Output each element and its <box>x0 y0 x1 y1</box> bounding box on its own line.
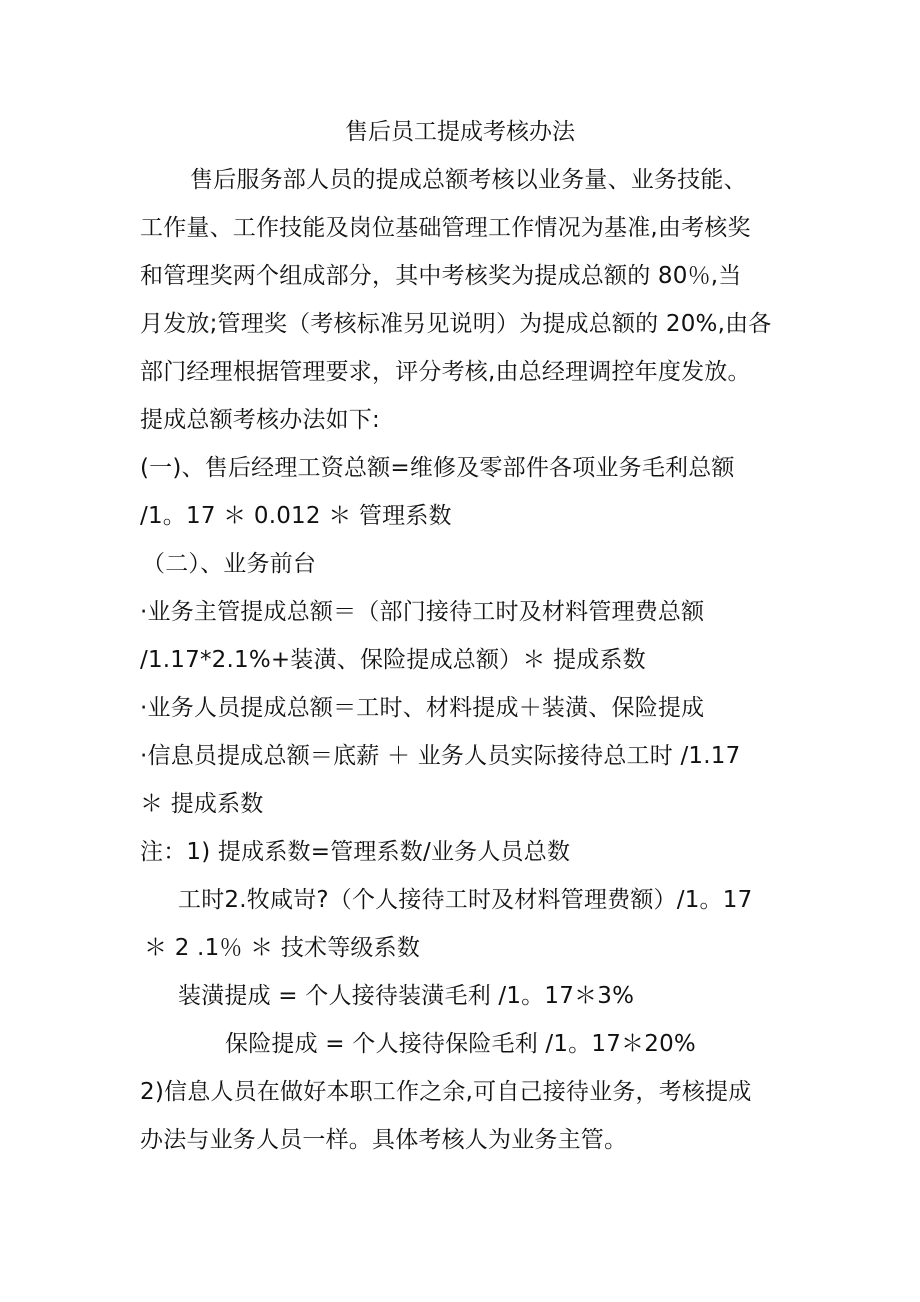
body-line-4: 月发放;管理奖（考核标准另见说明）为提成总额的 20%,由各 <box>140 311 772 337</box>
labor-commission-line: 工时2.牧咸岢?（个人接待工时及材料管理费额）/1。17 <box>178 887 753 913</box>
section-two-heading: （二）、业务前台 <box>142 551 317 577</box>
note-two-line-2: 办法与业务人员一样。具体考核人为业务主管。 <box>140 1127 628 1153</box>
info-staff-commission-formula: ＊ 提成系数 <box>140 791 264 817</box>
supervisor-commission-line: ·业务主管提成总额＝（部门接待工时及材料管理费总额 <box>140 599 705 625</box>
body-line-6: 提成总额考核办法如下: <box>140 407 380 433</box>
document-title: 售后员工提成考核办法 <box>345 119 575 145</box>
labor-commission-formula: ＊ 2 .1％ ＊ 技术等级系数 <box>144 935 421 961</box>
body-line-3: 和管理奖两个组成部分，其中考核奖为提成总额的 80％,当 <box>140 263 742 289</box>
section-one-heading: (一)、售后经理工资总额=维修及零部件各项业务毛利总额 <box>140 455 735 481</box>
body-line-1: 售后服务部人员的提成总额考核以业务量、业务技能、 <box>190 167 747 193</box>
insurance-commission-line: 保险提成 = 个人接待保险毛利 /1。17＊20% <box>225 1031 696 1057</box>
note-one-line: 注：1) 提成系数=管理系数/业务人员总数 <box>140 839 571 865</box>
supervisor-commission-formula: /1.17*2.1%+装潢、保险提成总额）＊ 提成系数 <box>140 647 646 673</box>
staff-commission-line: ·业务人员提成总额＝工时、材料提成＋装潢、保险提成 <box>140 695 705 721</box>
body-line-2: 工作量、工作技能及岗位基础管理工作情况为基准,由考核奖 <box>140 215 751 241</box>
info-staff-commission-line: ·信息员提成总额＝底薪 ＋ 业务人员实际接待总工时 /1.17 <box>140 743 741 769</box>
section-one-formula: /1。17 ＊ 0.012 ＊ 管理系数 <box>140 503 452 529</box>
decoration-commission-line: 装潢提成 = 个人接待装潢毛利 /1。17＊3% <box>178 983 635 1009</box>
note-two-line-1: 2)信息人员在做好本职工作之余,可自己接待业务，考核提成 <box>140 1079 752 1105</box>
body-line-5: 部门经理根据管理要求，评分考核,由总经理调控年度发放。 <box>140 359 751 385</box>
